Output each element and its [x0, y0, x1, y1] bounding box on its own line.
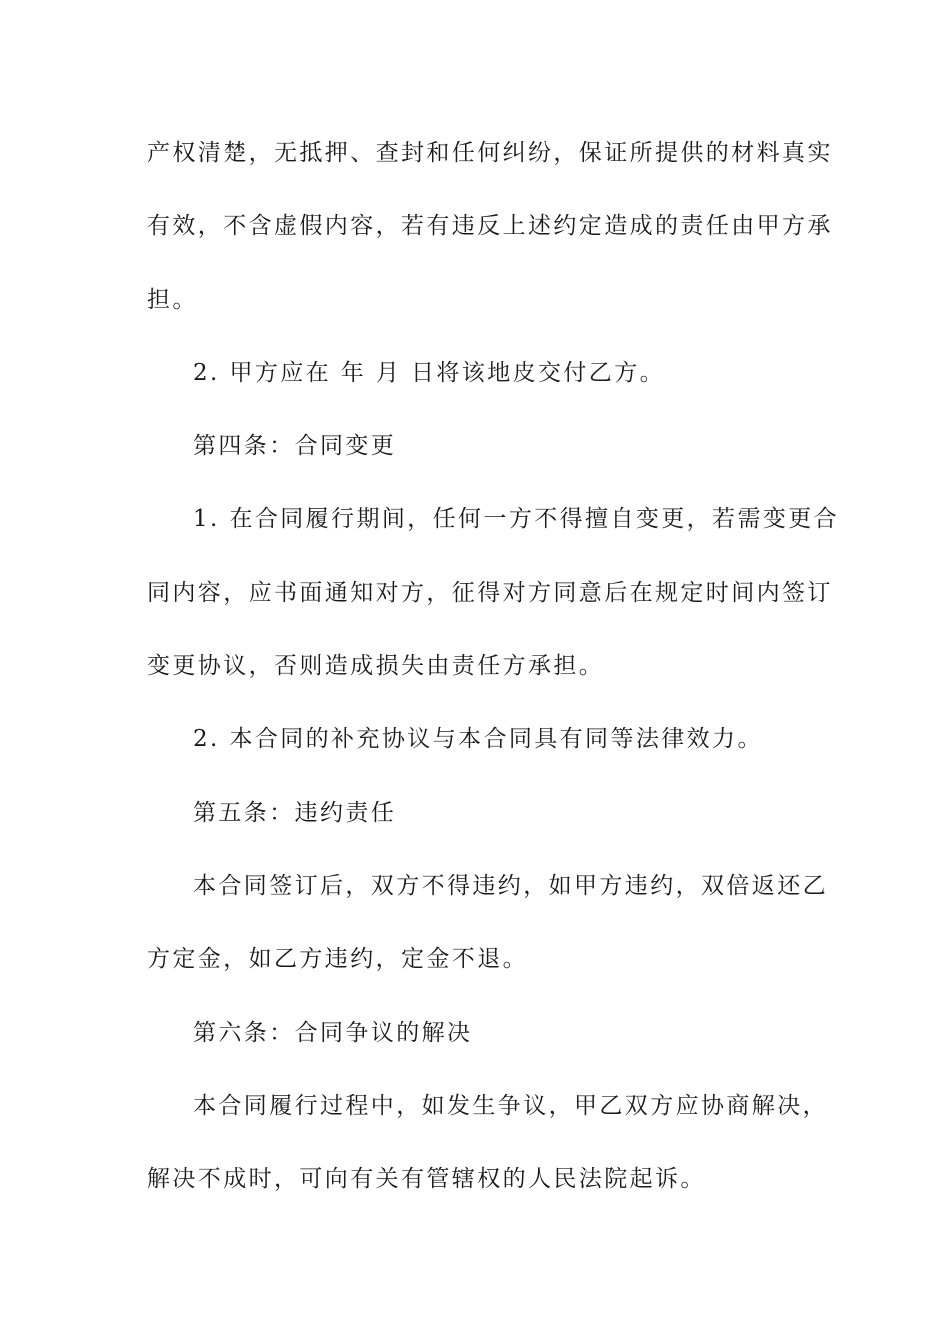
body-text-line: 变更协议，否则造成损失由责任方承担。 [147, 653, 605, 680]
clause-item: 2. 甲方应在 年 月 日将该地皮交付乙方。 [193, 359, 665, 386]
paragraph-start: 本合同签订后，双方不得违约，如甲方违约，双倍返还乙 [193, 872, 828, 899]
document-body [147, 127, 840, 1226]
section-heading: 第五条：违约责任 [193, 799, 397, 826]
body-text-line: 同内容，应书面通知对方，征得对方同意后在规定时间内签订 [147, 579, 833, 606]
body-text-line: 有效，不含虚假内容，若有违反上述约定造成的责任由甲方承 [147, 213, 833, 240]
section-heading: 第六条：合同争议的解决 [193, 1019, 473, 1046]
body-text-line: 解决不成时，可向有关有管辖权的人民法院起诉。 [147, 1166, 706, 1193]
body-text-line: 担。 [147, 286, 198, 313]
section-heading: 第四条：合同变更 [193, 433, 397, 460]
body-text-line: 产权清楚，无抵押、查封和任何纠纷，保证所提供的材料真实 [147, 140, 833, 166]
clause-item: 2. 本合同的补充协议与本合同具有同等法律效力。 [193, 726, 763, 753]
clause-item: 1. 在合同履行期间，任何一方不得擅自变更，若需变更合 [193, 506, 840, 533]
body-text-line: 方定金，如乙方违约，定金不退。 [147, 946, 528, 973]
paragraph-start: 本合同履行过程中，如发生争议，甲乙双方应协商解决， [193, 1092, 828, 1119]
